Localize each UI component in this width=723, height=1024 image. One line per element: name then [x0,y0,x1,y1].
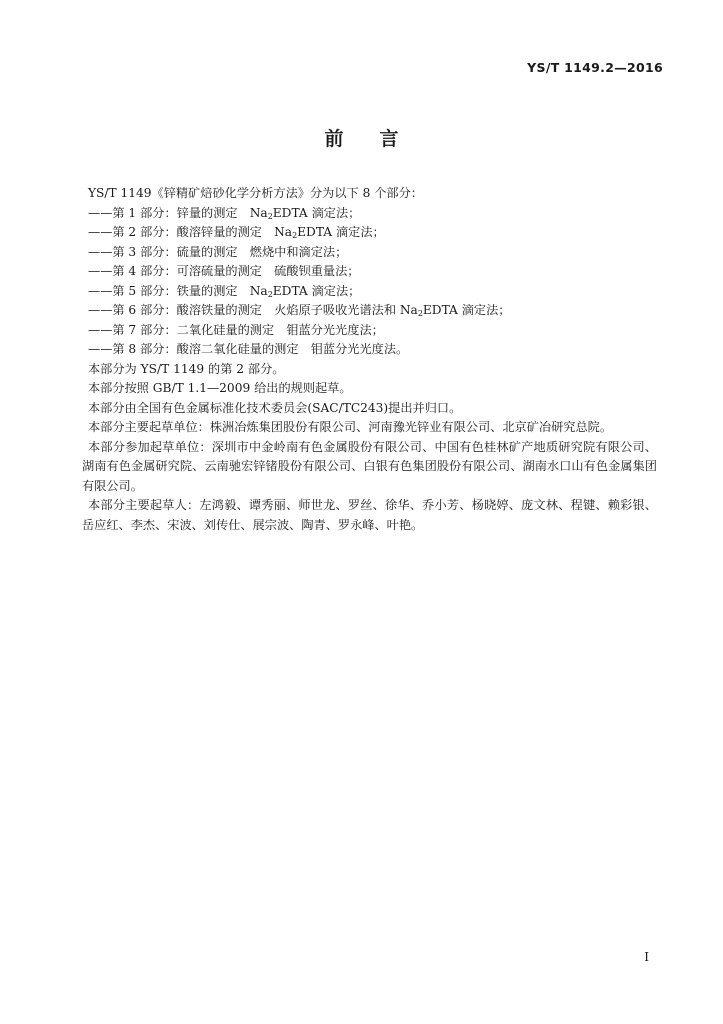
section-title: 前言 [324,128,435,150]
paragraph-participating-units: 本部分参加起草单位：深圳市中金岭南有色金属股份有限公司、中国有色桂林矿产地质研究院有限公司、湖南有色金属研究院、云南驰宏锌锗股份有限公司、白银有色集团股份有限公司、湖南水口山有色金属集团有限公司。 [82,439,657,493]
document-body [82,184,657,535]
page-number: I [644,950,649,964]
part-item-7: ——第 7 部分：二氧化硅量的测定 钼蓝分光光度法； [88,322,384,337]
part-item-5: ——第 5 部分：铁量的测定 $Na_2EDTA$ 滴定法； [88,283,361,299]
part-item-8: ——第 8 部分：酸溶二氧化硅量的测定 钼蓝分光光度法。 [88,342,409,356]
parts-list [82,204,657,360]
paragraph-main-drafters: 本部分主要起草人：左鸿毅、谭秀丽、师世龙、罗丝、徐华、乔小芳、杨晓婷、庞文林、程键、赖彩银、岳应红、李杰、宋波、刘传仕、展宗波、陶青、罗永峰、叶艳。 [82,498,657,532]
intro-line: YS/T 1149《锌精矿焙砂化学分析方法》分为以下 8 个部分： [88,186,423,200]
paragraph-main-drafting-units: 本部分主要起草单位：株洲冶炼集团股份有限公司、河南豫光锌业有限公司、北京矿冶研究总院。 [88,420,613,434]
part-item-2: ——第 2 部分：酸溶锌量的测定 $Na_2EDTA$ 滴定法； [88,225,385,240]
part-item-4: ——第 4 部分：可溶硫量的测定 硫酸钡重量法； [88,264,360,278]
standard-code-header: YS/T 1149.2—2016 [527,60,663,75]
paragraph-part-number: 本部分为 YS/T 1149 的第 2 部分。 [88,361,285,376]
paragraph-drafting-rules: 本部分按照 GB/T 1.1—2009 给出的规则起草。 [88,381,352,395]
part-item-3: ——第 3 部分：硫量的测定 燃烧中和滴定法； [88,244,348,259]
part-item-1: ——第 1 部分：锌量的测定 $Na_2EDTA$ 滴定法； [88,205,361,221]
part-item-6: ——第 6 部分：酸溶铁量的测定 火焰原子吸收光谱法和 $Na_2EDTA$ 滴定法； [88,303,511,318]
paragraph-committee: 本部分由全国有色金属标准化技术委员会(SAC/TC243)提出并归口。 [88,400,462,415]
